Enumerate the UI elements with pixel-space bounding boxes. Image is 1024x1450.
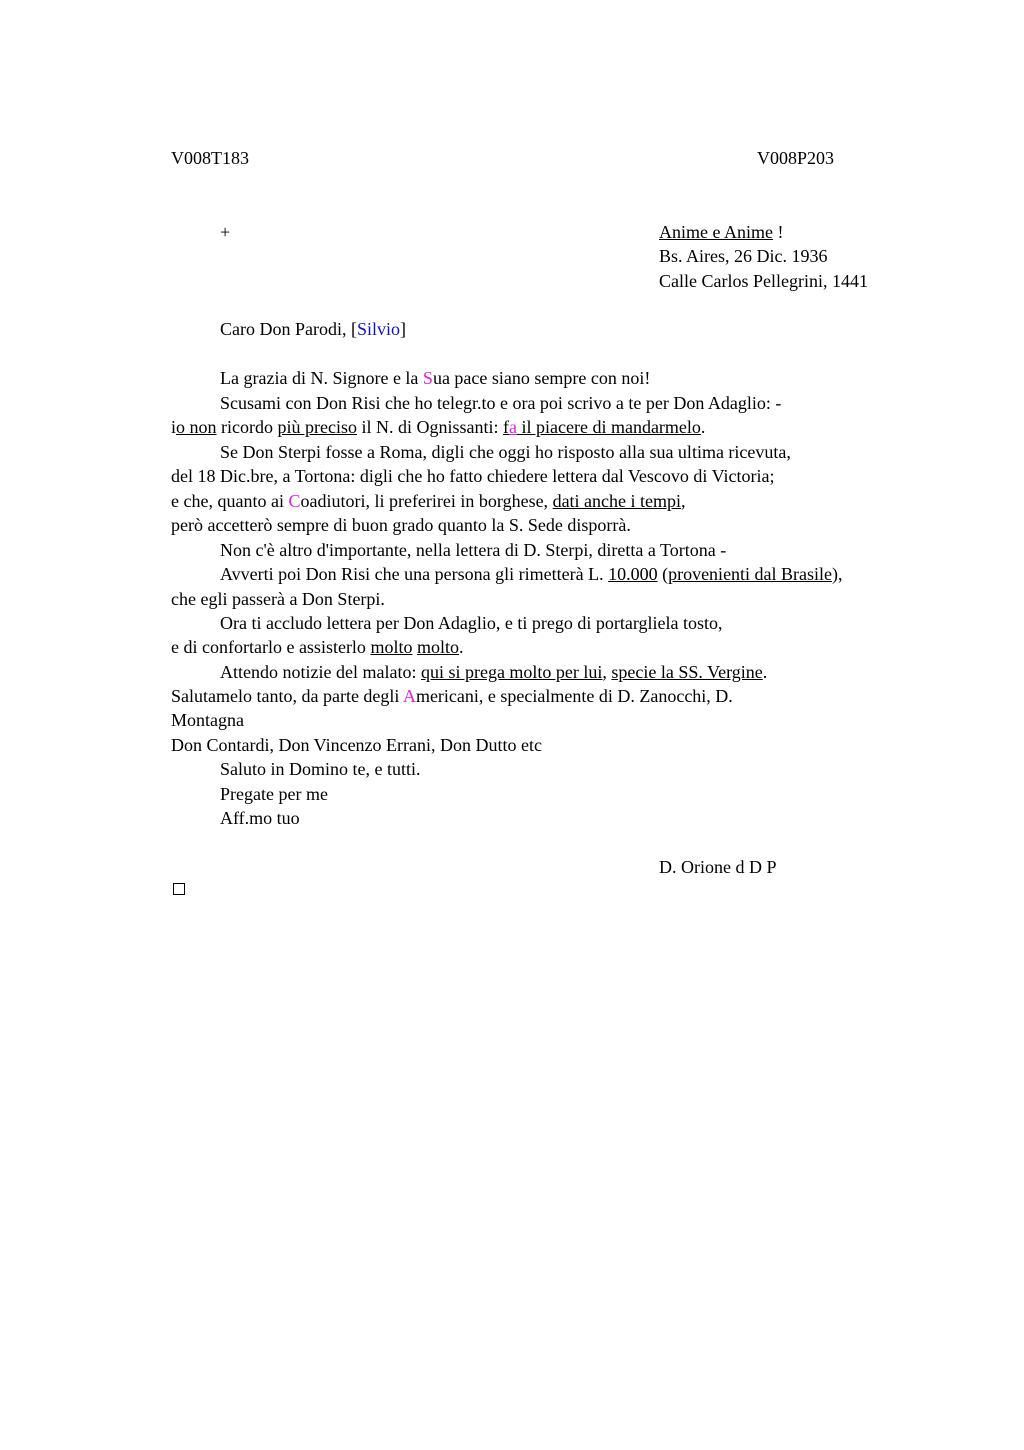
- text-run-underlined: 10.000: [608, 564, 658, 584]
- text-run: mericani, e specialmente di D. Zanocchi, D.: [415, 686, 733, 706]
- body-line-7: però accetterò sempre di buon grado quanto la S. Sede disporrà.: [171, 515, 631, 535]
- body-line-5: del 18 Dic.bre, a Tortona: digli che ho fatto chiedere lettera dal Vescovo di Victoria;: [171, 466, 775, 486]
- body-line-13: [220, 660, 767, 684]
- text-run: .: [762, 662, 768, 682]
- cross-mark: +: [220, 222, 231, 242]
- body-line-3: [171, 415, 705, 439]
- text-run-magenta: C: [288, 491, 301, 511]
- text-run-magenta: A: [402, 686, 416, 706]
- text-run-underlined: più preciso: [277, 417, 357, 437]
- salutation: [220, 317, 406, 341]
- text-run: (: [657, 564, 669, 584]
- letter-address: Calle Carlos Pellegrini, 1441: [659, 271, 868, 291]
- body-line-2: Scusami con Don Risi che ho telegr.to e ora poi scrivo a te per Don Adaglio: -: [220, 393, 782, 413]
- text-run: ,: [602, 662, 612, 682]
- text-run: .: [700, 417, 706, 437]
- motto-exclamation: !: [772, 222, 784, 242]
- text-run: ua pace siano sempre con noi!: [432, 368, 651, 388]
- body-line-16: Don Contardi, Don Vincenzo Errani, Don Dutto etc: [171, 735, 543, 755]
- body-line-12: [171, 635, 463, 659]
- text-run-underlined: provenienti dal Brasile: [668, 564, 833, 584]
- motto: Anime e Anime: [659, 222, 773, 242]
- motto-line: [659, 220, 783, 244]
- body-line-1: [220, 366, 650, 390]
- text-run: ,: [681, 491, 686, 511]
- end-square-icon: [173, 883, 185, 895]
- text-run-underlined: dati anche i tempi: [552, 491, 682, 511]
- text-run-magenta: S: [422, 368, 433, 388]
- salutation-name: Silvio: [356, 319, 400, 339]
- body-line-18: Pregate per me: [220, 784, 328, 804]
- body-line-15: Montagna: [171, 710, 244, 730]
- text-run: .: [458, 637, 464, 657]
- text-run-underlined: f: [503, 417, 509, 437]
- document-code-right: V008P203: [757, 148, 835, 168]
- text-run: Attendo notizie del malato:: [220, 662, 421, 682]
- body-line-6: [171, 489, 686, 513]
- body-line-17: Saluto in Domino te, e tutti.: [220, 759, 421, 779]
- document-code-left: V008T183: [171, 148, 249, 168]
- text-run-underlined: il piacere di mandarmelo: [517, 417, 701, 437]
- body-line-10: che egli passerà a Don Sterpi.: [171, 589, 385, 609]
- letter-date: Bs. Aires, 26 Dic. 1936: [659, 246, 828, 266]
- text-run: ricordo: [216, 417, 278, 437]
- text-run: i: [171, 417, 177, 437]
- body-line-19: Aff.mo tuo: [220, 808, 300, 828]
- text-run: oadiutori, li preferirei in borghese,: [300, 491, 553, 511]
- text-run: Avverti poi Don Risi che una persona gli rimetterà L.: [220, 564, 609, 584]
- text-run-underlined: molto: [370, 637, 413, 657]
- text-run: e che, quanto ai: [171, 491, 289, 511]
- text-run: ),: [832, 564, 843, 584]
- text-run-underlined: qui si prega molto per lui: [420, 662, 603, 682]
- text-run: e di confortarlo e assisterlo: [171, 637, 371, 657]
- text-run: La grazia di N. Signore e la: [220, 368, 423, 388]
- body-line-11: Ora ti accludo lettera per Don Adaglio, e ti prego di portargliela tosto,: [220, 613, 723, 633]
- text-run-underlined: molto: [416, 637, 459, 657]
- text-run-underlined: o non: [176, 417, 217, 437]
- salutation-prefix: Caro Don Parodi, [: [220, 319, 357, 339]
- body-line-8: Non c'è altro d'importante, nella lettera di D. Sterpi, diretta a Tortona -: [220, 540, 727, 560]
- body-line-14: [171, 684, 733, 708]
- salutation-suffix: ]: [400, 319, 406, 339]
- signature: D. Orione d D P: [659, 857, 777, 877]
- text-run: Salutamelo tanto, da parte degli: [171, 686, 403, 706]
- text-run: il N. di Ognissanti:: [356, 417, 503, 437]
- body-line-4: Se Don Sterpi fosse a Roma, digli che oggi ho risposto alla sua ultima ricevuta,: [220, 442, 791, 462]
- body-line-9: [220, 562, 843, 586]
- text-run-underlined: specie la SS. Vergine: [611, 662, 763, 682]
- text-run-magenta: a: [509, 417, 517, 437]
